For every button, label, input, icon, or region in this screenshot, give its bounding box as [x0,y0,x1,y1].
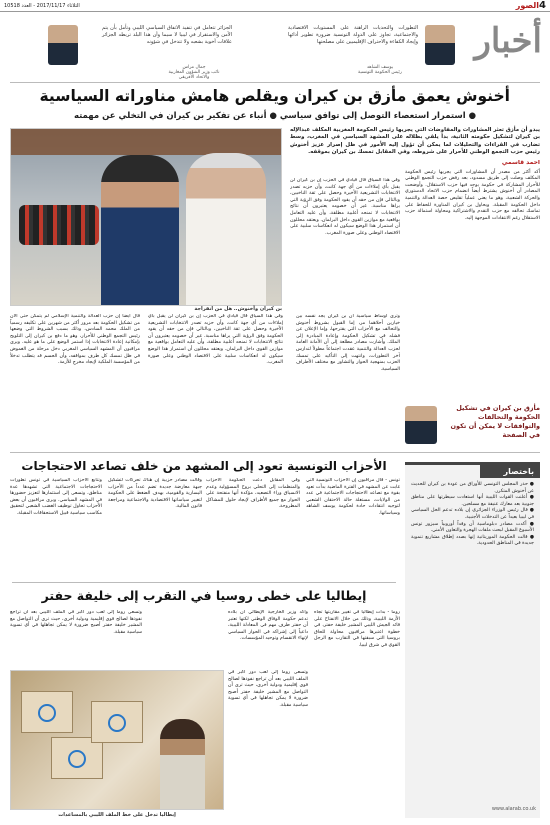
divider [10,82,540,83]
main-body-col4 [405,160,540,400]
story2-col4: تونس - قال مراقبون إن الأحزاب التونسية التي غابت عن المشهد في الفترة الماضية بدأت تعود بقوة مع تصاعد الاحتجاجات الاجتماعية في عدد من الولايات، مستغلة حالة الاحتقان الشعبي لتوجيه انتقادات حادة لحكومة يوسف الشاهد وسياساتها. [306,478,400,516]
story3-photo-caption: إيطاليا تدخل على خط الملف الليبي بالمساعدات [58,812,176,818]
pull-quote [405,404,540,448]
sidebar-body: ● حذر المجلس التونسي للأوراق من عودة بن كيران للحديث عن أخنوش المتكرر. ● أعلنت القوات الليبية أنها استعادت سيطرتها على مناطق جنوبية بعد معارك عنيفة مع مسلحين. ● قال رئيس الوزراء الجزائري إن بلاده تدعم الحل السياسي في ليبيا بعيداً عن التدخلات الأجنبية. ● أكدت مصادر دبلوماسية أن وفداً أوروبياً سيزور تونس الأسبوع المقبل لبحث ملفات الهجرة والتعاون الأمني. ● قالت الحكومة الموريتانية إنها بصدد إطلاق مشاريع تنموية جديدة في المناطق الحدودية. [411,482,534,547]
quote-right-signature [350,65,410,75]
aid-box [21,691,73,733]
aid-logo-icon [38,704,56,722]
story2-col1: وتتابع الأحزاب السياسية في تونس تطورات الاحتجاجات الاجتماعية التي تشهدها عدة مناطق، وتسعى إلى استثمارها لتعزيز حضورها في المشهد السياسي. ويرى مراقبون أن بعض الأحزاب تحاول توظيف الغضب الشعبي لتحقيق مكاسب سياسية قبيل الاستحقاقات المقبلة. [10,478,102,516]
person-carrying [160,719,205,809]
story3-col1: وتسعى روما إلى لعب دور أكبر في الملف الليبي بعد أن تراجع نفوذها لصالح قوى إقليمية ودولية أخرى، حيث ترى أن التواصل مع المشير خليفة حفتر أصبح ضرورة لا يمكن تجاهلها في أي تسوية سياسية مقبلة. [10,610,142,635]
quote-right-name: يوسف الشاهد [366,65,394,70]
pull-quote-avatar [405,406,437,444]
main-lead: يبدو أن مأزق تعثر المشاورات والمفاوضات التي يجريها رئيس الحكومة المغربية المكلف عبدالإله بن كيران لتشكيل حكومته الثانية، بدأ يلقي بظلاله على المشهد السياسي في المغرب، وسط تضارب في القراءات والتحليلات لما يمكن أن تؤول إليه الأمور في ظل إصرار عزيز أخنوش رئيس حزب التجمع الوطني للأحرار على شروطه، وفي المقابل تمسك بن كيران بموقفه. [289,127,540,156]
main-headline: أخنوش يعمق مأزق بن كيران ويقلص هامش مناوراته السياسية [39,87,510,105]
page-number: 4 [539,0,546,11]
aid-logo-icon [68,750,86,768]
aid-box [51,737,103,779]
story2-headline: الأحزاب التونسية تعود إلى المشهد من خلف تصاعد الاحتجاجات [21,459,387,473]
website: www.alarab.co.uk [491,806,536,812]
main-subhead: ● استمرار استعصاء التوصل إلى توافق سياسي ● أنباء عن تفكير بن كيران في التخلي عن مهمته [73,111,477,121]
main-photo [10,128,282,306]
brand-name: الصور [515,1,540,10]
photo-backdrop [11,129,281,155]
issue-date: الثلاثاء 2017/11/17 - العدد 10518 [4,2,80,9]
quote-right: التطورات والتحديات الراهنة على المستويات الاقتصادية والاجتماعية، تجاوز على الدولة التونسية ضرورة تطوير أدائها وإيجاد الكفاءة والاحتراف الإقليميين على مصلحتها [288,25,418,45]
person-right [186,153,266,305]
story3-col2: وأكد وزير الخارجية الإيطالي أن بلاده تدعم حكومة الوفاق الوطني لكنها تعتبر أن حفتر طرف مهم في المعادلة الليبية، داعياً إلى إشراكه في الحوار السياسي لإنهاء الانقسام وتوحيد المؤسسات. [228,610,308,642]
main-body-col2a: وترى أوساط سياسية أن بن كيران يجد نفسه بين خيارين أحلاهما مر، إما القبول بشروط أخنوش والتحالف مع الأحزاب التي يقترحها، وإما الإعلان عن فشله في تشكيل الحكومة وإعادة المبادرة إلى الملك. وأشارت مصادر مطلعة إلى أن الأمانة العامة لحزب العدالة والتنمية عقدت اجتماعاً مطولاً لتدارس آخر التطورات، وانتهت إلى التأكيد على تمسك الحزب بمنهجية الحوار والتشاور مع مختلف الأطراف السياسية. [296,314,400,372]
person-left [101,155,179,305]
story3-headline: إيطاليا على خطى روسيا في التقرب إلى خليفة حفتر [41,588,367,603]
sidebar-title: باختصار [480,465,540,478]
page-header [0,13,550,79]
microphones [19,205,99,245]
quote-left-role: نائب وزير الشؤون المغاربية والاتحاد الأفريقي [168,70,220,80]
main-body-col3: وفي هذا السياق قال قيادي في الحزب إن بن كيران لن يقبل بأي إملاءات من أي جهة كانت، وأن حزبه تصدر الانتخابات التشريعية الأخيرة وحصل على ثقة الناخبين، وبالتالي فإن من حقه أن يقود الحكومة وفق الرؤية التي يراها مناسبة. غير أن خصومه يعتبرون أن نتائج الانتخابات لا تمنحه أغلبية مطلقة، وأن عليه التعامل بواقعية مع موازين القوى داخل البرلمان. ويعتقد محللون أن استمرار هذا الوضع سيكون له انعكاسات سلبية على الاقتصاد الوطني وعلى صورة المغرب. [290,178,400,236]
story3-photo [10,670,224,810]
quote-left: الجزائر تتعامل في تنفيذ الاتفاق السياسي الليبي وتأمل بأن يتم الأمن والاستقرار في ليبيا لا سيما وأن هذا البلد تربطه الجزائر علاقات أخوية بشعبه ولا تتدخل في شؤونه [102,25,232,45]
main-col4-text: أكد أكثر من مصدر أن المشاورات التي يجريها رئيس الحكومة المكلف وصلت إلى طريق مسدود، بعد رفض حزب التجمع الوطني للأحرار المشاركة في حكومة يوجد فيها حزب الاستقلال. وأوضحت المصادر أن أخنوش يشترط أيضاً انضمام حزب الاتحاد الدستوري والحركة الشعبية، وهو ما يعني عملياً تقليص حصة العدالة والتنمية داخل الحكومة المقبلة. ويحاول بن كيران المناورة للحفاظ على تماسك تحالفه مع حزب التقدم والاشتراكية ومحاولة استمالة حزب الاستقلال رغم الانتقادات الموجهة إليه. [405,169,540,221]
section-title: أخبار [474,21,542,61]
avatar-right [425,25,455,65]
main-photo-caption: بن كيران وأخنوش.. هل من انفراجة [194,306,282,312]
pull-quote-text: مأزق بن كيران في تشكيل الحكومة والتحالفات والتوافقات لا يمكن أن تكون في الصفحة [450,404,540,439]
brief-sidebar [405,462,540,818]
story3-col2b: وتسعى روما إلى لعب دور أكبر في الملف الليبي بعد أن تراجع نفوذها لصالح قوى إقليمية ودولية أخرى، حيث ترى أن التواصل مع المشير خليفة حفتر أصبح ضرورة لا يمكن تجاهلها في أي تسوية سياسية مقبلة. [228,670,308,708]
main-body-col2b: وفي هذا السياق قال قيادي في الحزب إن بن كيران لن يقبل بأي إملاءات من أي جهة كانت، وأن حزبه تصدر الانتخابات التشريعية الأخيرة وحصل على ثقة الناخبين، وبالتالي فإن من حقه أن يقود الحكومة وفق الرؤية التي يراها مناسبة. غير أن خصومه يعتبرون أن نتائج الانتخابات لا تمنحه أغلبية مطلقة، وأن عليه التعامل بواقعية مع موازين القوى داخل البرلمان. ويعتقد محللون أن استمرار هذا الوضع سيكون له انعكاسات سلبية على الاقتصاد الوطني وعلى صورة المغرب. [148,314,283,366]
story2-col2: وقالت مصادر حزبية إن هناك تحركات لتشكيل جبهة معارضة جديدة تضم عدداً من الأحزاب اليسارية والقومية، بهدف الضغط على الحكومة لتغيير سياساتها الاقتصادية والاجتماعية ومراجعة قانون المالية. [108,478,202,510]
divider [12,582,396,583]
quote-left-name: جمال مراس [182,65,206,70]
story2-col3: وفي المقابل دعت الحكومة الأحزاب والمنظمات إلى التحلي بروح المسؤولية وعدم الانسياق وراء التصعيد، مؤكدة أنها منفتحة على الحوار مع جميع الأطراف لإيجاد حلول للمشاكل المطروحة. [206,478,300,510]
story3-col3: روما - بدأت إيطاليا في تغيير مقاربتها تجاه الأزمة الليبية، وذلك من خلال الانفتاح على قائد الجيش الليبي المشير خليفة حفتر، في خطوة اعتبرها مراقبون محاولة للحاق بروسيا التي سبقتها في التقارب مع الرجل القوي في شرق ليبيا. [314,610,400,648]
divider [10,452,540,453]
main-body-col1: قال أيضاً إن حزب العدالة والتنمية الإسلامي لم يتمكن حتى الآن من تشكيل الحكومة بعد مرور أكثر من شهرين على تكليفه رسمياً من الملك محمد السادس، وذلك بسبب الشروط التي وضعها رئيس التجمع الوطني للأحرار، وهو ما دفع بن كيران إلى التلويح بإمكانية إعادة الانتخابات إذا استمر الوضع على ما هو عليه. ويرى مراقبون أن المشهد السياسي المغربي دخل مرحلة من الغموض في ظل تمسك كل طرف بمواقفه، وأن الحسم قد يتطلب تدخلاً من المؤسسة الملكية لإيجاد مخرج للأزمة. [10,314,140,366]
aid-box [91,701,143,743]
quote-right-role: رئيس الحكومة التونسية [358,70,402,75]
author-name: أحمد قاسمي [501,160,540,166]
aid-logo-icon [108,714,126,732]
avatar-left [48,25,78,65]
quote-left-signature [164,65,224,80]
top-bar [0,0,550,12]
